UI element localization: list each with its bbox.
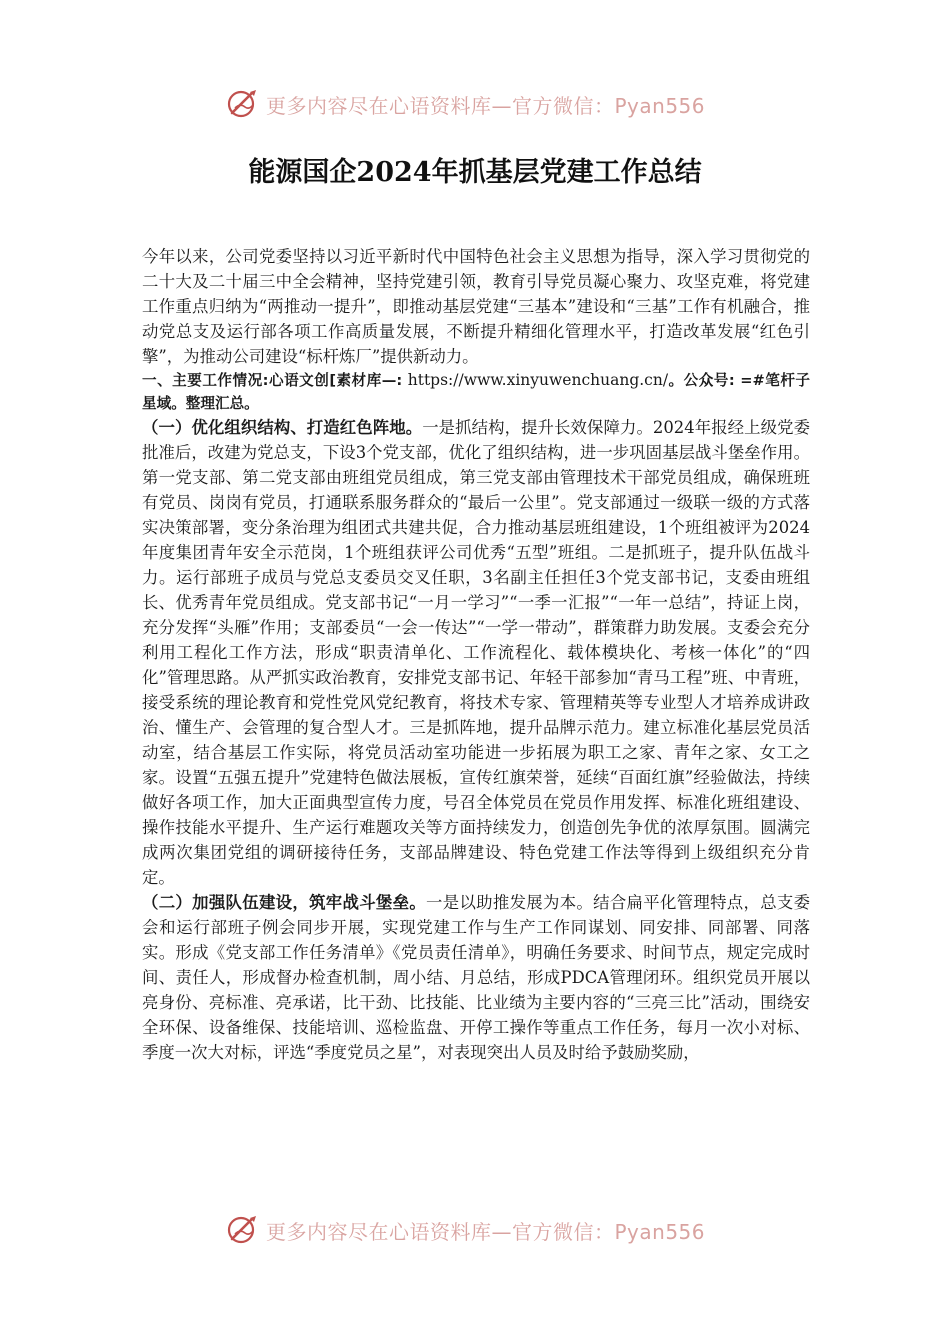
- pen-scroll-logo-icon: [226, 1213, 260, 1247]
- section-heading-suffix: 。公众号: =#笔杆子星域。整理汇总。: [142, 372, 810, 412]
- document-title: 能源国企2024年抓基层党建工作总结: [248, 157, 702, 188]
- intro-paragraph: 今年以来，公司党委坚持以习近平新时代中国特色社会主义思想为指导，深入学习贯彻党的二十大及二十届三中全会精神，坚持党建引领，教育引导党员凝心聚力、攻坚克难，将党建工作重点归纳为“两推动一提升”，即推动基层党建“三基本”建设和“三基”工作有机融合，推动党总支及运行部各项工作高质量发展，不断提升精细化管理水平，打造改革发展“红色引擎”，为推动公司建设“标杆炼厂”提供新动力。: [142, 247, 810, 366]
- part-1-heading: （一）优化组织结构、打造红色阵地。: [142, 418, 423, 437]
- part-1-body: 一是抓结构，提升长效保障力。2024年报经上级党委批准后，改建为党总支，下设3个党支部，优化了组织结构，进一步巩固基层战斗堡垒作用。第一党支部、第二党支部由班组党员组成，第三党支部由管理技术干部党员组成，确保班班有党员、岗岗有党员，打通联系服务群众的“最后一公里”。党支部通过一级联一级的方式落实决策部署，变分条治理为组团式共建共促，合力推动基层班组建设，1个班组被评为2024年度集团青年安全示范岗，1个班组获评公司优秀“五型”班组。二是抓班子，提升队伍战斗力。运行部班子成员与党总支委员交叉任职，3名副主任担任3个党支部书记，支委由班组长、优秀青年党员组成。党支部书记“一月一学习”“一季一汇报”“一年一总结”，持证上岗，充分发挥“头雁”作用；支部委员“一会一传达”“一学一带动”，群策群力助发展。支委会充分利用工程化工作方法，形成“职责清单化、工作流程化、载体模块化、考核一体化”的“四化”管理思路。从严抓实政治教育，安排党支部书记、年轻干部参加“青马工程”班、中青班，接受系统的理论教育和党性党风党纪教育，将技术专家、管理精英等专业型人才培养成讲政治、懂生产、会管理的复合型人才。三是抓阵地，提升品牌示范力。建立标准化基层党员活动室，结合基层工作实际，将党员活动室功能进一步拓展为职工之家、青年之家、女工之家。设置“五强五提升”党建特色做法展板，宣传红旗荣誉，延续“百面红旗”经验做法，持续做好各项工作，加大正面典型宣传力度，号召全体党员在党员作用发挥、标准化班组建设、操作技能水平提升、生产运行难题攻关等方面持续发力，创造创先争优的浓厚氛围。圆满完成两次集团党组的调研接待任务，支部品牌建设、特色党建工作法等得到上级组织充分肯定。: [142, 418, 811, 887]
- watermark-text: 更多内容尽在心语资料库—官方微信：Pyan556: [266, 93, 706, 118]
- document-body: [142, 244, 810, 1065]
- part-2-body: 一是以助推发展为本。结合扁平化管理特点，总支委会和运行部班子例会同步开展，实现党建工作与生产工作同谋划、同安排、同部署、同落实。形成《党支部工作任务清单》《党员责任清单》，明确任务要求、时间节点，规定完成时间、责任人，形成督办检查机制，周小结、月总结，形成PDCA管理闭环。组织党员开展以亮身份、亮标准、亮承诺，比干劲、比技能、比业绩为主要内容的“三亮三比”活动，围绕安全环保、设备维保、技能培训、巡检监盘、开停工操作等重点工作任务，每月一次小对标、季度一次大对标，评选“季度党员之星”，对表现突出人员及时给予鼓励奖励，: [142, 893, 811, 1062]
- section-heading-url: https://www.xinyuwenchuang.cn/: [407, 371, 669, 389]
- section-heading-1: [142, 369, 810, 415]
- part-2-heading: （二）加强队伍建设，筑牢战斗堡垒。: [142, 893, 427, 912]
- pen-scroll-logo-icon: [226, 87, 260, 121]
- watermark-text: 更多内容尽在心语资料库—官方微信：Pyan556: [266, 1219, 706, 1244]
- watermark-header: [226, 86, 705, 122]
- section-heading-prefix: 一、主要工作情况:心语文创[素材库—:: [142, 372, 408, 389]
- part-2-paragraph: [142, 890, 810, 1065]
- part-1-paragraph: [142, 415, 810, 890]
- watermark-footer: [226, 1212, 705, 1248]
